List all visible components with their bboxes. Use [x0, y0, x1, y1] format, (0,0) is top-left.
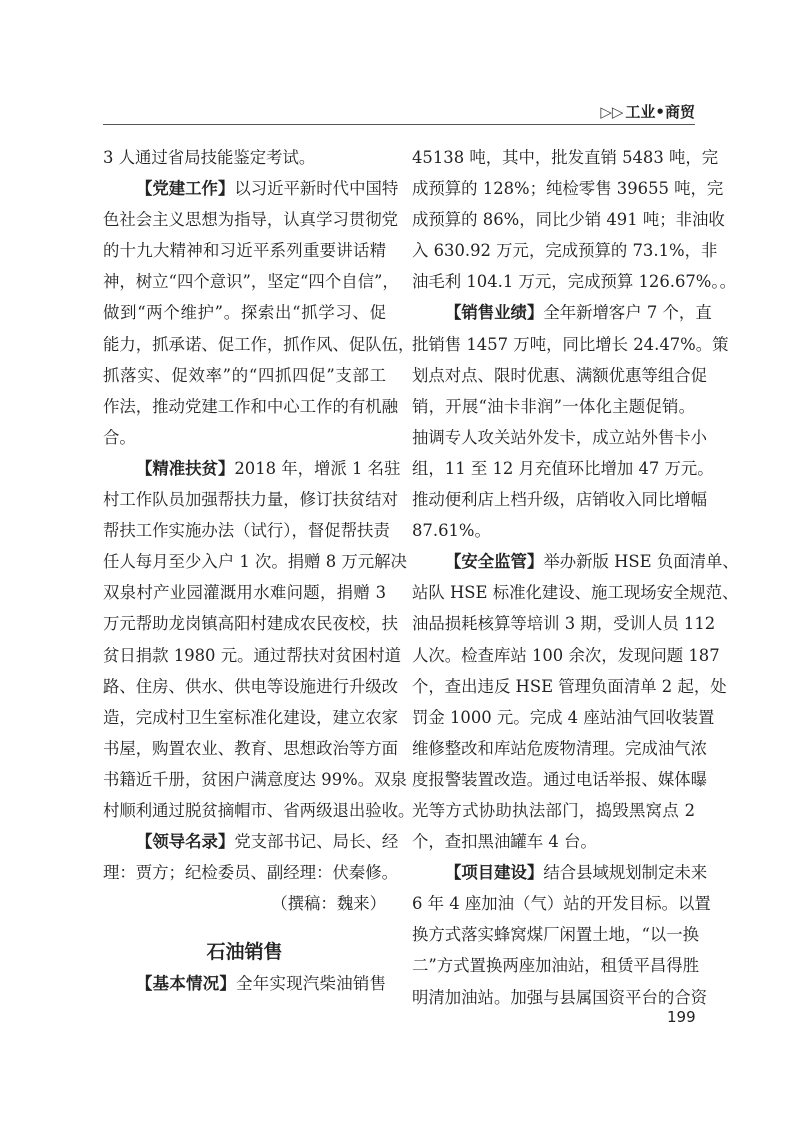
text-line	[103, 671, 399, 702]
line-text: 全年新增客户 7 个，直	[543, 303, 712, 323]
line-text: 45138 吨，其中，批发直销 5483 吨，完	[412, 148, 719, 167]
text-line	[103, 142, 386, 173]
line-text: 销，开展“油卡非润”一体化主题促销。	[412, 396, 695, 416]
line-text: 造，完成村卫生室标准化建设，建立农家	[103, 707, 399, 727]
text-line	[412, 266, 736, 297]
line-text: 作法，推动党建工作和中心工作的有机融	[103, 396, 399, 416]
section-label: 工业•商贸	[625, 103, 695, 121]
header-rule	[103, 124, 695, 125]
line-text: 罚金 1000 元。完成 4 座站油气回收装置	[412, 707, 715, 727]
line-text: 87.61%。	[412, 521, 491, 541]
line-text: 组，11 至 12 月充值环比增加 47 万元。	[412, 458, 714, 478]
line-text: 做到“两个维护”。探索出“抓学习、促	[103, 303, 386, 323]
line-text: 能力，抓承诺、促工作，抓作风、促队伍，	[103, 334, 415, 354]
text-line	[103, 360, 386, 391]
text-line	[412, 297, 712, 328]
text-line	[412, 671, 727, 702]
paragraph-heading: 【项目建设】	[445, 863, 544, 883]
line-text: 二”方式置换两座加油站，租赁平昌得胜	[412, 956, 700, 976]
line-text: 站队 HSE 标准化建设、施工现场安全规范、	[412, 583, 739, 603]
line-text: 2018 年，增派 1 名驻	[234, 458, 401, 478]
text-line	[412, 888, 711, 919]
line-text: 个，查扣黑油罐车 4 台。	[412, 832, 597, 852]
line-text: 结合县域规划制定未来	[543, 863, 708, 883]
text-line	[412, 608, 716, 639]
text-line	[412, 173, 724, 204]
line-text: 合。	[103, 427, 136, 447]
line-text: 帮扶工作实施办法（试行），督促帮扶责	[103, 521, 390, 541]
text-line	[412, 640, 720, 671]
text-line	[103, 173, 399, 204]
line-text: 维修整改和库站危废物清理。完成油气浓	[412, 738, 708, 758]
paragraph	[412, 857, 711, 1012]
line-text: 抽调专人攻关站外发卡，成立站外售卡小	[412, 427, 708, 447]
right-column	[412, 142, 739, 1013]
left-column	[103, 142, 415, 999]
line-text: 任人每月至少入户 1 次。捐赠 8 万元解决	[103, 552, 407, 572]
line-text: 理：贾方；纪检委员、副经理：伏秦修。	[103, 863, 399, 883]
text-line	[412, 950, 700, 981]
text-line	[103, 702, 399, 733]
line-text: 以习近平新时代中国特	[234, 179, 399, 199]
line-text: 成预算的 128%；纯检零售 39655 吨，完	[412, 179, 724, 199]
text-line	[103, 204, 399, 235]
paragraph	[103, 142, 386, 173]
text-line	[412, 204, 725, 235]
text-line	[412, 329, 729, 360]
line-text: 度报警装置改造。通过电话举报、媒体曝	[412, 769, 708, 789]
running-header	[600, 101, 695, 122]
line-text: 村顺利通过脱贫摘帽市、省两级退出验收。	[103, 800, 415, 820]
text-line	[412, 235, 718, 266]
paragraph	[412, 297, 729, 546]
section-title: 石油销售	[206, 941, 283, 964]
text-line	[103, 857, 399, 888]
line-text: 人次。检查库站 100 余次，发现问题 187	[412, 645, 720, 665]
paragraph	[412, 546, 739, 857]
text-line	[412, 795, 695, 826]
text-line	[412, 919, 700, 950]
text-line	[412, 391, 695, 422]
text-line	[412, 857, 708, 888]
double-triangle-icon: ▷▷	[600, 103, 624, 121]
text-line	[103, 266, 399, 297]
text-line	[103, 733, 399, 764]
text-line	[412, 142, 719, 173]
line-text: 推动便利店上档升级，店销收入同比增幅	[412, 490, 708, 510]
text-line	[103, 391, 399, 422]
line-text: 油品损耗核算等培训 3 期，受训人员 112	[412, 614, 716, 634]
text-line	[103, 577, 386, 608]
text-line	[103, 764, 407, 795]
line-text: 村工作队员加强帮扶力量，修订扶贫结对	[103, 490, 399, 510]
paragraph	[103, 173, 415, 453]
text-line	[103, 608, 399, 639]
paragraph-heading: 【领导名录】	[136, 832, 235, 852]
line-text: 3 人通过省局技能鉴定考试。	[103, 148, 316, 167]
line-text: 贫日捐款 1980 元。通过帮扶对贫困村道	[103, 645, 401, 665]
line-text: 6 年 4 座加油（气）站的开发目标。以置	[412, 894, 711, 914]
line-text: 举办新版 HSE 负面清单、	[543, 552, 739, 572]
line-text: 路、住房、供水、供电等设施进行升级改	[103, 676, 399, 696]
line-text: 书屋，购置农业、教育、思想政治等方面	[103, 738, 399, 758]
line-text: 书籍近千册，贫困户满意度达 99%。双泉	[103, 769, 407, 789]
paragraph-heading: 【销售业绩】	[445, 303, 544, 323]
line-text: 全年实现汽柴油销售	[236, 974, 387, 994]
paragraph	[103, 968, 386, 999]
paragraph	[103, 826, 399, 888]
page-number: 199	[667, 1008, 696, 1026]
text-line	[103, 546, 407, 577]
text-line	[412, 453, 714, 484]
text-line	[412, 826, 695, 857]
text-line	[412, 982, 708, 1013]
text-line	[412, 733, 708, 764]
paragraph-heading: 【安全监管】	[445, 552, 544, 572]
line-text: 个，查出违反 HSE 管理负面清单 2 起，处	[412, 676, 727, 696]
text-line	[412, 702, 715, 733]
paragraph-heading: 【基本情况】	[136, 974, 237, 994]
text-line	[103, 795, 415, 826]
text-line	[103, 826, 399, 857]
line-text: 双泉村产业园灌溉用水难问题，捐赠 3	[103, 583, 386, 603]
line-text: 油毛利 104.1 万元，完成预算 126.67%。。	[412, 272, 736, 292]
text-line	[103, 968, 386, 999]
text-line	[412, 515, 695, 546]
text-line	[412, 577, 739, 608]
text-line	[103, 484, 399, 515]
text-line	[103, 297, 386, 328]
text-line	[412, 546, 739, 577]
line-text: 划点对点、限时优惠、满额优惠等组合促	[412, 365, 708, 385]
paragraph-heading: 【精准扶贫】	[136, 458, 235, 478]
line-text: 神，树立“四个意识”，坚定“四个自信”，	[103, 272, 399, 292]
line-text: 换方式落实蜂窝煤厂闲置土地，“以一换	[412, 925, 700, 945]
line-text: 党支部书记、局长、经	[234, 832, 399, 852]
line-text: 万元帮助龙岗镇高阳村建成农民夜校，扶	[103, 614, 399, 634]
line-text: 成预算的 86%，同比少销 491 吨；非油收	[412, 210, 725, 230]
text-line	[103, 235, 386, 266]
text-line	[412, 484, 708, 515]
line-text: 色社会主义思想为指导，认真学习贯彻党	[103, 210, 399, 230]
paragraph-heading: 【党建工作】	[136, 179, 235, 199]
text-line	[103, 422, 386, 453]
text-line	[103, 515, 390, 546]
text-line	[412, 422, 708, 453]
text-line	[103, 329, 415, 360]
text-line	[412, 764, 708, 795]
line-text: 光等方式协助执法部门，捣毁黑窝点 2	[412, 800, 695, 820]
line-text: 批销售 1457 万吨，同比增长 24.47%。策	[412, 334, 729, 354]
line-text: 抓落实、促效率”的“四抓四促”支部工	[103, 365, 386, 385]
byline: （撰稿：魏来）	[271, 894, 386, 914]
line-text: 的十九大精神和习近平系列重要讲话精	[103, 241, 386, 261]
text-line	[103, 453, 401, 484]
text-line	[412, 360, 708, 391]
line-text: 明清加油站。加强与县属国资平台的合资	[412, 987, 708, 1007]
line-text: 入 630.92 万元，完成预算的 73.1%，非	[412, 241, 718, 261]
paragraph	[412, 142, 736, 297]
paragraph	[103, 453, 415, 826]
text-line	[103, 640, 401, 671]
